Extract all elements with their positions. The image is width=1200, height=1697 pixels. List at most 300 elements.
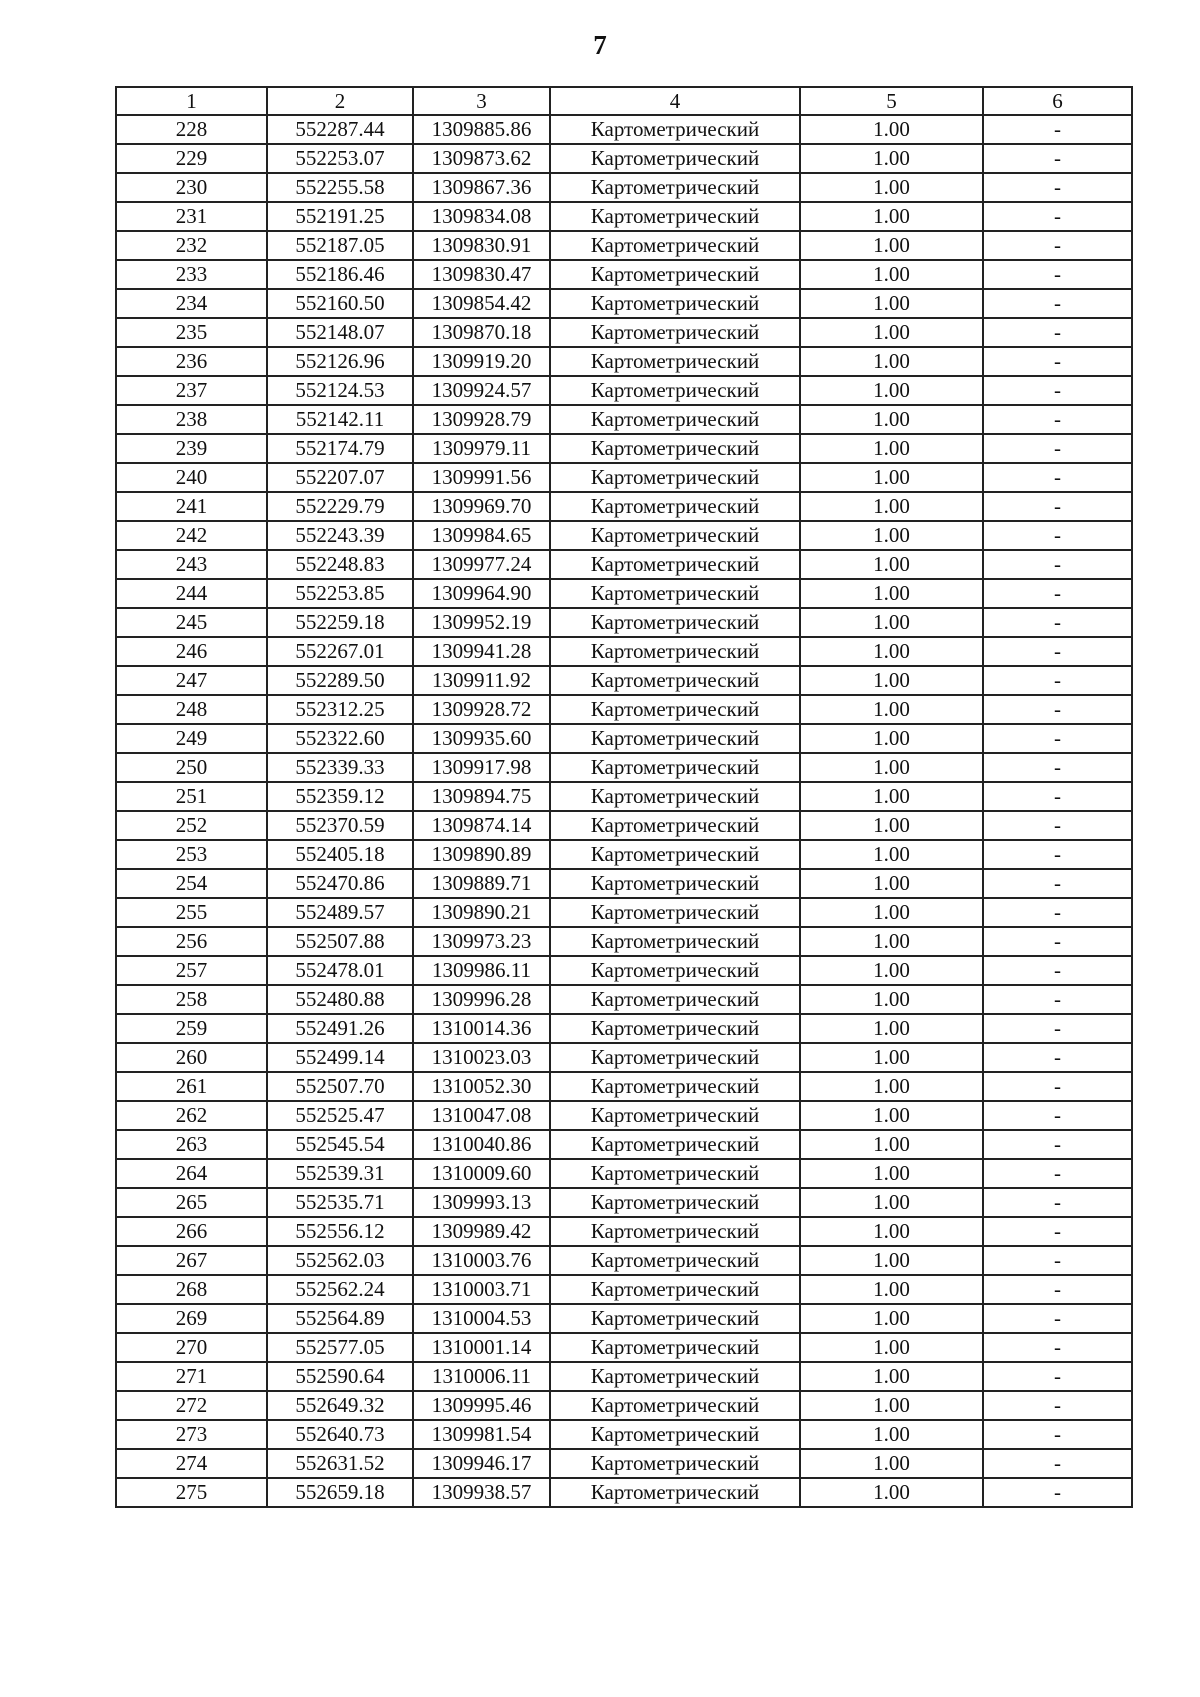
x-coordinate-cell: 552499.14: [267, 1043, 413, 1072]
note-cell: -: [983, 956, 1132, 985]
method-cell: Картометрический: [550, 1362, 800, 1391]
y-coordinate-cell: 1309995.46: [413, 1391, 550, 1420]
note-cell: -: [983, 347, 1132, 376]
x-coordinate-cell: 552478.01: [267, 956, 413, 985]
point-number-cell: 233: [116, 260, 267, 289]
x-coordinate-cell: 552649.32: [267, 1391, 413, 1420]
method-cell: Картометрический: [550, 1478, 800, 1507]
y-coordinate-cell: 1309986.11: [413, 956, 550, 985]
point-number-cell: 231: [116, 202, 267, 231]
method-cell: Картометрический: [550, 1072, 800, 1101]
accuracy-cell: 1.00: [800, 1275, 983, 1304]
point-number-cell: 235: [116, 318, 267, 347]
method-cell: Картометрический: [550, 1275, 800, 1304]
y-coordinate-cell: 1309830.47: [413, 260, 550, 289]
accuracy-cell: 1.00: [800, 724, 983, 753]
header-row: [116, 87, 1132, 115]
x-coordinate-cell: 552631.52: [267, 1449, 413, 1478]
method-cell: Картометрический: [550, 1101, 800, 1130]
x-coordinate-cell: 552556.12: [267, 1217, 413, 1246]
point-number-cell: 229: [116, 144, 267, 173]
y-coordinate-cell: 1309989.42: [413, 1217, 550, 1246]
point-number-cell: 239: [116, 434, 267, 463]
x-coordinate-cell: 552255.58: [267, 173, 413, 202]
y-coordinate-cell: 1309979.11: [413, 434, 550, 463]
accuracy-cell: 1.00: [800, 318, 983, 347]
accuracy-cell: 1.00: [800, 1188, 983, 1217]
note-cell: -: [983, 985, 1132, 1014]
point-number-cell: 274: [116, 1449, 267, 1478]
accuracy-cell: 1.00: [800, 782, 983, 811]
accuracy-cell: 1.00: [800, 144, 983, 173]
table-row: [116, 1130, 1132, 1159]
accuracy-cell: 1.00: [800, 985, 983, 1014]
table-row: [116, 782, 1132, 811]
x-coordinate-cell: 552470.86: [267, 869, 413, 898]
y-coordinate-cell: 1309941.28: [413, 637, 550, 666]
table-row: [116, 115, 1132, 144]
note-cell: -: [983, 376, 1132, 405]
method-cell: Картометрический: [550, 1130, 800, 1159]
y-coordinate-cell: 1309834.08: [413, 202, 550, 231]
accuracy-cell: 1.00: [800, 927, 983, 956]
x-coordinate-cell: 552339.33: [267, 753, 413, 782]
point-number-cell: 251: [116, 782, 267, 811]
table-row: [116, 434, 1132, 463]
accuracy-cell: 1.00: [800, 840, 983, 869]
accuracy-cell: 1.00: [800, 1333, 983, 1362]
accuracy-cell: 1.00: [800, 811, 983, 840]
point-number-cell: 232: [116, 231, 267, 260]
point-number-cell: 269: [116, 1304, 267, 1333]
x-coordinate-cell: 552359.12: [267, 782, 413, 811]
x-coordinate-cell: 552160.50: [267, 289, 413, 318]
accuracy-cell: 1.00: [800, 695, 983, 724]
note-cell: -: [983, 231, 1132, 260]
point-number-cell: 261: [116, 1072, 267, 1101]
y-coordinate-cell: 1309867.36: [413, 173, 550, 202]
x-coordinate-cell: 552187.05: [267, 231, 413, 260]
method-cell: Картометрический: [550, 405, 800, 434]
table-row: [116, 637, 1132, 666]
table-row: [116, 405, 1132, 434]
x-coordinate-cell: 552545.54: [267, 1130, 413, 1159]
y-coordinate-cell: 1310047.08: [413, 1101, 550, 1130]
accuracy-cell: 1.00: [800, 260, 983, 289]
coordinates-table: [115, 86, 1133, 1508]
accuracy-cell: 1.00: [800, 1391, 983, 1420]
note-cell: -: [983, 927, 1132, 956]
x-coordinate-cell: 552507.70: [267, 1072, 413, 1101]
note-cell: -: [983, 695, 1132, 724]
table-row: [116, 1101, 1132, 1130]
y-coordinate-cell: 1310003.71: [413, 1275, 550, 1304]
y-coordinate-cell: 1309894.75: [413, 782, 550, 811]
x-coordinate-cell: 552562.24: [267, 1275, 413, 1304]
y-coordinate-cell: 1309991.56: [413, 463, 550, 492]
table-row: [116, 1217, 1132, 1246]
note-cell: -: [983, 608, 1132, 637]
table-row: [116, 1159, 1132, 1188]
method-cell: Картометрический: [550, 1391, 800, 1420]
accuracy-cell: 1.00: [800, 1420, 983, 1449]
x-coordinate-cell: 552248.83: [267, 550, 413, 579]
x-coordinate-cell: 552539.31: [267, 1159, 413, 1188]
method-cell: Картометрический: [550, 173, 800, 202]
y-coordinate-cell: 1309830.91: [413, 231, 550, 260]
y-coordinate-cell: 1309870.18: [413, 318, 550, 347]
y-coordinate-cell: 1309964.90: [413, 579, 550, 608]
note-cell: -: [983, 1159, 1132, 1188]
x-coordinate-cell: 552535.71: [267, 1188, 413, 1217]
table-row: [116, 173, 1132, 202]
point-number-cell: 275: [116, 1478, 267, 1507]
note-cell: -: [983, 1072, 1132, 1101]
method-cell: Картометрический: [550, 1043, 800, 1072]
x-coordinate-cell: 552174.79: [267, 434, 413, 463]
accuracy-cell: 1.00: [800, 1072, 983, 1101]
y-coordinate-cell: 1309890.89: [413, 840, 550, 869]
y-coordinate-cell: 1310009.60: [413, 1159, 550, 1188]
point-number-cell: 236: [116, 347, 267, 376]
accuracy-cell: 1.00: [800, 376, 983, 405]
table-row: [116, 927, 1132, 956]
method-cell: Картометрический: [550, 1420, 800, 1449]
table-row: [116, 666, 1132, 695]
x-coordinate-cell: 552640.73: [267, 1420, 413, 1449]
point-number-cell: 246: [116, 637, 267, 666]
y-coordinate-cell: 1309928.72: [413, 695, 550, 724]
table-row: [116, 521, 1132, 550]
point-number-cell: 228: [116, 115, 267, 144]
table-row: [116, 1188, 1132, 1217]
accuracy-cell: 1.00: [800, 1014, 983, 1043]
accuracy-cell: 1.00: [800, 289, 983, 318]
note-cell: -: [983, 1478, 1132, 1507]
point-number-cell: 244: [116, 579, 267, 608]
accuracy-cell: 1.00: [800, 637, 983, 666]
table-row: [116, 1275, 1132, 1304]
point-number-cell: 264: [116, 1159, 267, 1188]
accuracy-cell: 1.00: [800, 956, 983, 985]
note-cell: -: [983, 637, 1132, 666]
table-row: [116, 1478, 1132, 1507]
y-coordinate-cell: 1310006.11: [413, 1362, 550, 1391]
note-cell: -: [983, 1188, 1132, 1217]
point-number-cell: 249: [116, 724, 267, 753]
method-cell: Картометрический: [550, 260, 800, 289]
accuracy-cell: 1.00: [800, 1043, 983, 1072]
accuracy-cell: 1.00: [800, 1478, 983, 1507]
point-number-cell: 267: [116, 1246, 267, 1275]
method-cell: Картометрический: [550, 231, 800, 260]
table-row: [116, 347, 1132, 376]
point-number-cell: 254: [116, 869, 267, 898]
point-number-cell: 271: [116, 1362, 267, 1391]
x-coordinate-cell: 552370.59: [267, 811, 413, 840]
accuracy-cell: 1.00: [800, 1304, 983, 1333]
point-number-cell: 248: [116, 695, 267, 724]
note-cell: -: [983, 782, 1132, 811]
method-cell: Картометрический: [550, 1188, 800, 1217]
y-coordinate-cell: 1309917.98: [413, 753, 550, 782]
accuracy-cell: 1.00: [800, 1101, 983, 1130]
method-cell: Картометрический: [550, 1333, 800, 1362]
note-cell: -: [983, 1362, 1132, 1391]
method-cell: Картометрический: [550, 434, 800, 463]
method-cell: Картометрический: [550, 782, 800, 811]
method-cell: Картометрический: [550, 1159, 800, 1188]
column-header: 2: [267, 87, 413, 115]
accuracy-cell: 1.00: [800, 434, 983, 463]
column-header: 6: [983, 87, 1132, 115]
method-cell: Картометрический: [550, 811, 800, 840]
note-cell: -: [983, 492, 1132, 521]
table-row: [116, 869, 1132, 898]
point-number-cell: 268: [116, 1275, 267, 1304]
y-coordinate-cell: 1309935.60: [413, 724, 550, 753]
method-cell: Картометрический: [550, 1304, 800, 1333]
method-cell: Картометрический: [550, 550, 800, 579]
accuracy-cell: 1.00: [800, 608, 983, 637]
x-coordinate-cell: 552489.57: [267, 898, 413, 927]
x-coordinate-cell: 552507.88: [267, 927, 413, 956]
y-coordinate-cell: 1309919.20: [413, 347, 550, 376]
y-coordinate-cell: 1310040.86: [413, 1130, 550, 1159]
note-cell: -: [983, 260, 1132, 289]
y-coordinate-cell: 1309889.71: [413, 869, 550, 898]
point-number-cell: 242: [116, 521, 267, 550]
method-cell: Картометрический: [550, 492, 800, 521]
y-coordinate-cell: 1309854.42: [413, 289, 550, 318]
y-coordinate-cell: 1309973.23: [413, 927, 550, 956]
x-coordinate-cell: 552229.79: [267, 492, 413, 521]
y-coordinate-cell: 1310004.53: [413, 1304, 550, 1333]
method-cell: Картометрический: [550, 521, 800, 550]
note-cell: -: [983, 666, 1132, 695]
accuracy-cell: 1.00: [800, 1217, 983, 1246]
table-header: [116, 87, 1132, 115]
x-coordinate-cell: 552148.07: [267, 318, 413, 347]
x-coordinate-cell: 552562.03: [267, 1246, 413, 1275]
column-header: 5: [800, 87, 983, 115]
x-coordinate-cell: 552525.47: [267, 1101, 413, 1130]
method-cell: Картометрический: [550, 144, 800, 173]
table-row: [116, 260, 1132, 289]
method-cell: Картометрический: [550, 289, 800, 318]
method-cell: Картометрический: [550, 347, 800, 376]
point-number-cell: 259: [116, 1014, 267, 1043]
method-cell: Картометрический: [550, 898, 800, 927]
point-number-cell: 262: [116, 1101, 267, 1130]
method-cell: Картометрический: [550, 376, 800, 405]
accuracy-cell: 1.00: [800, 405, 983, 434]
method-cell: Картометрический: [550, 608, 800, 637]
accuracy-cell: 1.00: [800, 1449, 983, 1478]
table-row: [116, 1014, 1132, 1043]
x-coordinate-cell: 552124.53: [267, 376, 413, 405]
accuracy-cell: 1.00: [800, 666, 983, 695]
point-number-cell: 272: [116, 1391, 267, 1420]
y-coordinate-cell: 1309928.79: [413, 405, 550, 434]
point-number-cell: 266: [116, 1217, 267, 1246]
point-number-cell: 237: [116, 376, 267, 405]
x-coordinate-cell: 552289.50: [267, 666, 413, 695]
point-number-cell: 265: [116, 1188, 267, 1217]
note-cell: -: [983, 840, 1132, 869]
column-header: 3: [413, 87, 550, 115]
x-coordinate-cell: 552253.07: [267, 144, 413, 173]
table-row: [116, 695, 1132, 724]
accuracy-cell: 1.00: [800, 347, 983, 376]
y-coordinate-cell: 1310003.76: [413, 1246, 550, 1275]
point-number-cell: 270: [116, 1333, 267, 1362]
method-cell: Картометрический: [550, 666, 800, 695]
method-cell: Картометрический: [550, 840, 800, 869]
method-cell: Картометрический: [550, 115, 800, 144]
note-cell: -: [983, 869, 1132, 898]
method-cell: Картометрический: [550, 318, 800, 347]
y-coordinate-cell: 1309874.14: [413, 811, 550, 840]
point-number-cell: 263: [116, 1130, 267, 1159]
table-row: [116, 985, 1132, 1014]
method-cell: Картометрический: [550, 956, 800, 985]
y-coordinate-cell: 1309938.57: [413, 1478, 550, 1507]
accuracy-cell: 1.00: [800, 492, 983, 521]
table-row: [116, 1304, 1132, 1333]
method-cell: Картометрический: [550, 579, 800, 608]
x-coordinate-cell: 552207.07: [267, 463, 413, 492]
table-row: [116, 608, 1132, 637]
note-cell: -: [983, 1043, 1132, 1072]
method-cell: Картометрический: [550, 927, 800, 956]
x-coordinate-cell: 552659.18: [267, 1478, 413, 1507]
note-cell: -: [983, 202, 1132, 231]
accuracy-cell: 1.00: [800, 173, 983, 202]
table-row: [116, 753, 1132, 782]
point-number-cell: 243: [116, 550, 267, 579]
note-cell: -: [983, 115, 1132, 144]
x-coordinate-cell: 552564.89: [267, 1304, 413, 1333]
x-coordinate-cell: 552253.85: [267, 579, 413, 608]
accuracy-cell: 1.00: [800, 753, 983, 782]
accuracy-cell: 1.00: [800, 115, 983, 144]
accuracy-cell: 1.00: [800, 1246, 983, 1275]
method-cell: Картометрический: [550, 1217, 800, 1246]
y-coordinate-cell: 1309981.54: [413, 1420, 550, 1449]
method-cell: Картометрический: [550, 869, 800, 898]
point-number-cell: 238: [116, 405, 267, 434]
note-cell: -: [983, 289, 1132, 318]
point-number-cell: 273: [116, 1420, 267, 1449]
method-cell: Картометрический: [550, 695, 800, 724]
table-row: [116, 1246, 1132, 1275]
note-cell: -: [983, 405, 1132, 434]
note-cell: -: [983, 318, 1132, 347]
note-cell: -: [983, 434, 1132, 463]
accuracy-cell: 1.00: [800, 550, 983, 579]
note-cell: -: [983, 550, 1132, 579]
x-coordinate-cell: 552259.18: [267, 608, 413, 637]
method-cell: Картометрический: [550, 463, 800, 492]
table-row: [116, 550, 1132, 579]
table-row: [116, 840, 1132, 869]
y-coordinate-cell: 1309946.17: [413, 1449, 550, 1478]
y-coordinate-cell: 1310052.30: [413, 1072, 550, 1101]
table-row: [116, 1449, 1132, 1478]
point-number-cell: 234: [116, 289, 267, 318]
x-coordinate-cell: 552191.25: [267, 202, 413, 231]
table-row: [116, 1043, 1132, 1072]
y-coordinate-cell: 1309885.86: [413, 115, 550, 144]
table-row: [116, 231, 1132, 260]
point-number-cell: 241: [116, 492, 267, 521]
y-coordinate-cell: 1310023.03: [413, 1043, 550, 1072]
accuracy-cell: 1.00: [800, 1362, 983, 1391]
note-cell: -: [983, 1391, 1132, 1420]
y-coordinate-cell: 1309890.21: [413, 898, 550, 927]
x-coordinate-cell: 552267.01: [267, 637, 413, 666]
x-coordinate-cell: 552577.05: [267, 1333, 413, 1362]
note-cell: -: [983, 463, 1132, 492]
point-number-cell: 240: [116, 463, 267, 492]
note-cell: -: [983, 1275, 1132, 1304]
accuracy-cell: 1.00: [800, 898, 983, 927]
table-row: [116, 492, 1132, 521]
method-cell: Картометрический: [550, 1449, 800, 1478]
y-coordinate-cell: 1309977.24: [413, 550, 550, 579]
x-coordinate-cell: 552405.18: [267, 840, 413, 869]
y-coordinate-cell: 1309969.70: [413, 492, 550, 521]
accuracy-cell: 1.00: [800, 521, 983, 550]
y-coordinate-cell: 1309911.92: [413, 666, 550, 695]
y-coordinate-cell: 1309952.19: [413, 608, 550, 637]
page-number: 7: [593, 30, 607, 60]
method-cell: Картометрический: [550, 202, 800, 231]
method-cell: Картометрический: [550, 753, 800, 782]
y-coordinate-cell: 1310001.14: [413, 1333, 550, 1362]
note-cell: -: [983, 173, 1132, 202]
y-coordinate-cell: 1309924.57: [413, 376, 550, 405]
table-row: [116, 144, 1132, 173]
x-coordinate-cell: 552243.39: [267, 521, 413, 550]
x-coordinate-cell: 552322.60: [267, 724, 413, 753]
accuracy-cell: 1.00: [800, 463, 983, 492]
table-row: [116, 1362, 1132, 1391]
table-row: [116, 1072, 1132, 1101]
y-coordinate-cell: 1310014.36: [413, 1014, 550, 1043]
point-number-cell: 250: [116, 753, 267, 782]
y-coordinate-cell: 1309873.62: [413, 144, 550, 173]
method-cell: Картометрический: [550, 985, 800, 1014]
table-row: [116, 811, 1132, 840]
point-number-cell: 245: [116, 608, 267, 637]
x-coordinate-cell: 552126.96: [267, 347, 413, 376]
x-coordinate-cell: 552142.11: [267, 405, 413, 434]
note-cell: -: [983, 579, 1132, 608]
note-cell: -: [983, 898, 1132, 927]
note-cell: -: [983, 811, 1132, 840]
table-row: [116, 898, 1132, 927]
note-cell: -: [983, 724, 1132, 753]
method-cell: Картометрический: [550, 1014, 800, 1043]
method-cell: Картометрический: [550, 724, 800, 753]
point-number-cell: 258: [116, 985, 267, 1014]
note-cell: -: [983, 1304, 1132, 1333]
table-row: [116, 289, 1132, 318]
table-row: [116, 318, 1132, 347]
table-row: [116, 1391, 1132, 1420]
